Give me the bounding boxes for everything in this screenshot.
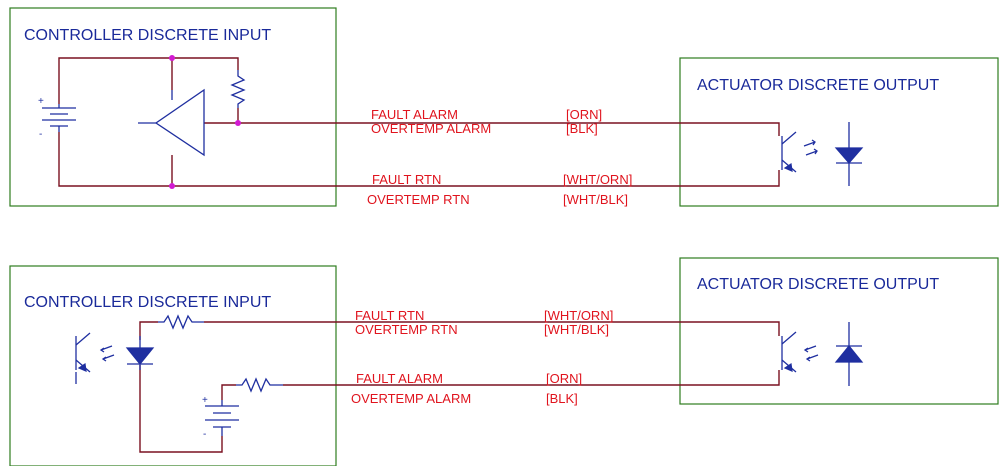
top-battery-icon — [38, 96, 76, 140]
bottom-battery-icon — [202, 395, 239, 440]
top-battery-minus: - — [39, 129, 43, 140]
bottom-return-name-1: FAULT RTN — [355, 308, 425, 323]
top-signal-name-2: OVERTEMP ALARM — [371, 121, 492, 136]
bottom-resistor-1-icon — [158, 316, 204, 328]
top-return-color-2: [WHT/BLK] — [563, 192, 629, 207]
bottom-led-icon — [836, 322, 862, 386]
top-led-icon — [836, 122, 862, 186]
bottom-battery-minus: - — [203, 429, 207, 440]
bottom-controller-wiring — [140, 322, 680, 452]
top-return-color-1: [WHT/ORN] — [563, 172, 633, 187]
bottom-optocoupler-icon — [680, 322, 818, 385]
top-signal-color-2: [BLK] — [566, 121, 598, 136]
top-actuator-title: ACTUATOR DISCRETE OUTPUT — [697, 77, 940, 94]
top-controller-title: CONTROLLER DISCRETE INPUT — [24, 27, 272, 44]
top-node-1 — [169, 55, 175, 61]
top-optocoupler-icon — [680, 123, 817, 186]
bottom-return-color-2: [WHT/BLK] — [544, 322, 610, 337]
top-signal-name-1: FAULT ALARM — [371, 107, 458, 122]
bottom-battery-plus: + — [202, 395, 208, 406]
top-battery-plus: + — [38, 96, 44, 107]
top-diagram — [10, 8, 998, 207]
bottom-diagram — [10, 258, 998, 466]
bottom-controller-led-icon — [127, 336, 153, 370]
top-node-3 — [169, 183, 175, 189]
bottom-controller-optocoupler-icon — [76, 333, 114, 384]
bottom-actuator-title: ACTUATOR DISCRETE OUTPUT — [697, 276, 940, 293]
bottom-resistor-2-icon — [236, 379, 283, 391]
top-buffer-icon — [138, 90, 204, 155]
top-signal-color-1: [ORN] — [566, 107, 603, 122]
bottom-signal-name-2: OVERTEMP ALARM — [351, 391, 472, 406]
top-node-2 — [235, 120, 241, 126]
bottom-signal-color-2: [BLK] — [546, 391, 578, 406]
bottom-controller-title: CONTROLLER DISCRETE INPUT — [24, 294, 272, 311]
top-resistor-icon — [232, 70, 244, 108]
bottom-return-color-1: [WHT/ORN] — [544, 308, 614, 323]
bottom-return-name-2: OVERTEMP RTN — [355, 322, 458, 337]
top-return-name-2: OVERTEMP RTN — [367, 192, 470, 207]
bottom-signal-color-1: [ORN] — [546, 371, 583, 386]
top-return-name-1: FAULT RTN — [372, 172, 442, 187]
bottom-signal-name-1: FAULT ALARM — [356, 371, 443, 386]
